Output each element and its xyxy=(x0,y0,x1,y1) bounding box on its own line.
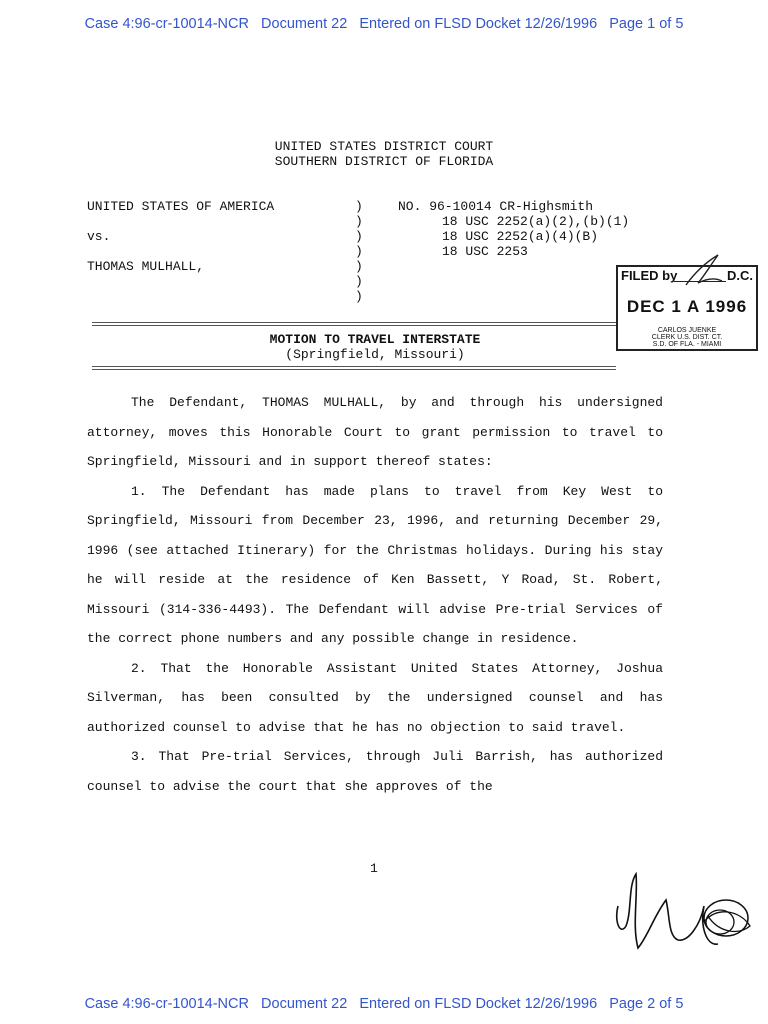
caption-parentheses xyxy=(355,199,363,304)
caption-paren: ) xyxy=(355,229,363,244)
caption-paren: ) xyxy=(355,289,363,304)
case-caption-parties xyxy=(87,199,274,274)
caption-paren: ) xyxy=(355,274,363,289)
page-number: 1 xyxy=(370,861,378,876)
stamp-filed-by: FILED by xyxy=(621,268,678,283)
stamp-clerk-line: CARLOS JUENKE xyxy=(657,327,717,334)
caption-paren: ) xyxy=(355,214,363,229)
intro-paragraph: The Defendant, THOMAS MULHALL, by and through his undersigned attorney, moves this Honorable Court to grant permission to travel to Springfield, Missouri and in support thereof states: xyxy=(87,395,663,469)
docket-footer: Case 4:96-cr-10014-NCR Document 22 Entered on FLSD Docket 12/26/1996 Page 2 of 5 xyxy=(84,996,684,1012)
caption-paren: ) xyxy=(355,199,363,214)
defendant-name: THOMAS MULHALL, xyxy=(87,259,205,274)
paragraph-3: 3. That Pre-trial Services, through Juli Barrish, has authorized counsel to advise the court that she approves of the xyxy=(87,749,663,794)
caption-paren: ) xyxy=(355,244,363,259)
motion-body xyxy=(87,388,663,801)
title-rule-top xyxy=(92,325,616,326)
title-rule-top xyxy=(92,322,616,323)
docket-header: Case 4:96-cr-10014-NCR Document 22 Entered on FLSD Docket 12/26/1996 Page 1 of 5 xyxy=(84,16,684,32)
title-rule-bottom xyxy=(92,369,616,370)
case-number-block xyxy=(398,199,629,259)
versus-label: vs. xyxy=(87,229,111,244)
court-name: UNITED STATES DISTRICT COURT xyxy=(274,139,494,154)
motion-subtitle: (Springfield, Missouri) xyxy=(285,347,465,362)
stamp-clerk-line: S.D. OF FLA. - MIAMI xyxy=(652,341,722,348)
plaintiff-name: UNITED STATES OF AMERICA xyxy=(87,199,275,214)
statute-citation: 18 USC 2253 xyxy=(442,244,528,259)
caption-paren: ) xyxy=(355,259,363,274)
case-number: NO. 96-10014 CR-Highsmith xyxy=(398,199,594,214)
paragraph-2: 2. That the Honorable Assistant United States Attorney, Joshua Silverman, has been consulted by the undersigned counsel and has authorized counsel to advise that he has no objection to said travel. xyxy=(87,660,663,735)
statute-citation: 18 USC 2252(a)(4)(B) xyxy=(442,229,599,244)
paragraph-1: 1. The Defendant has made plans to travel from Key West to Springfield, Missouri from December 23, 1996, and returning December 29, 1996 (see attached Itinerary) for the Christmas holidays. During his stay he will reside at the residence of Ken Bassett, Y Road, St. Robert, Missouri (314-336-4493). The Defendant will advise Pre-trial Services of the correct phone numbers and any possible change in residence. xyxy=(87,483,663,646)
stamp-date: DEC 1 A 1996 xyxy=(626,297,748,316)
handwritten-initials-icon xyxy=(608,866,758,966)
stamp-dc: D.C. xyxy=(727,268,753,283)
clerk-signature-icon xyxy=(678,251,738,291)
statute-citation: 18 USC 2252(a)(2),(b)(1) xyxy=(442,214,630,229)
title-rule-bottom xyxy=(92,366,616,367)
stamp-clerk-line: CLERK U.S. DIST. CT. xyxy=(651,334,723,341)
court-district: SOUTHERN DISTRICT OF FLORIDA xyxy=(274,154,494,169)
motion-title: MOTION TO TRAVEL INTERSTATE xyxy=(269,332,481,347)
